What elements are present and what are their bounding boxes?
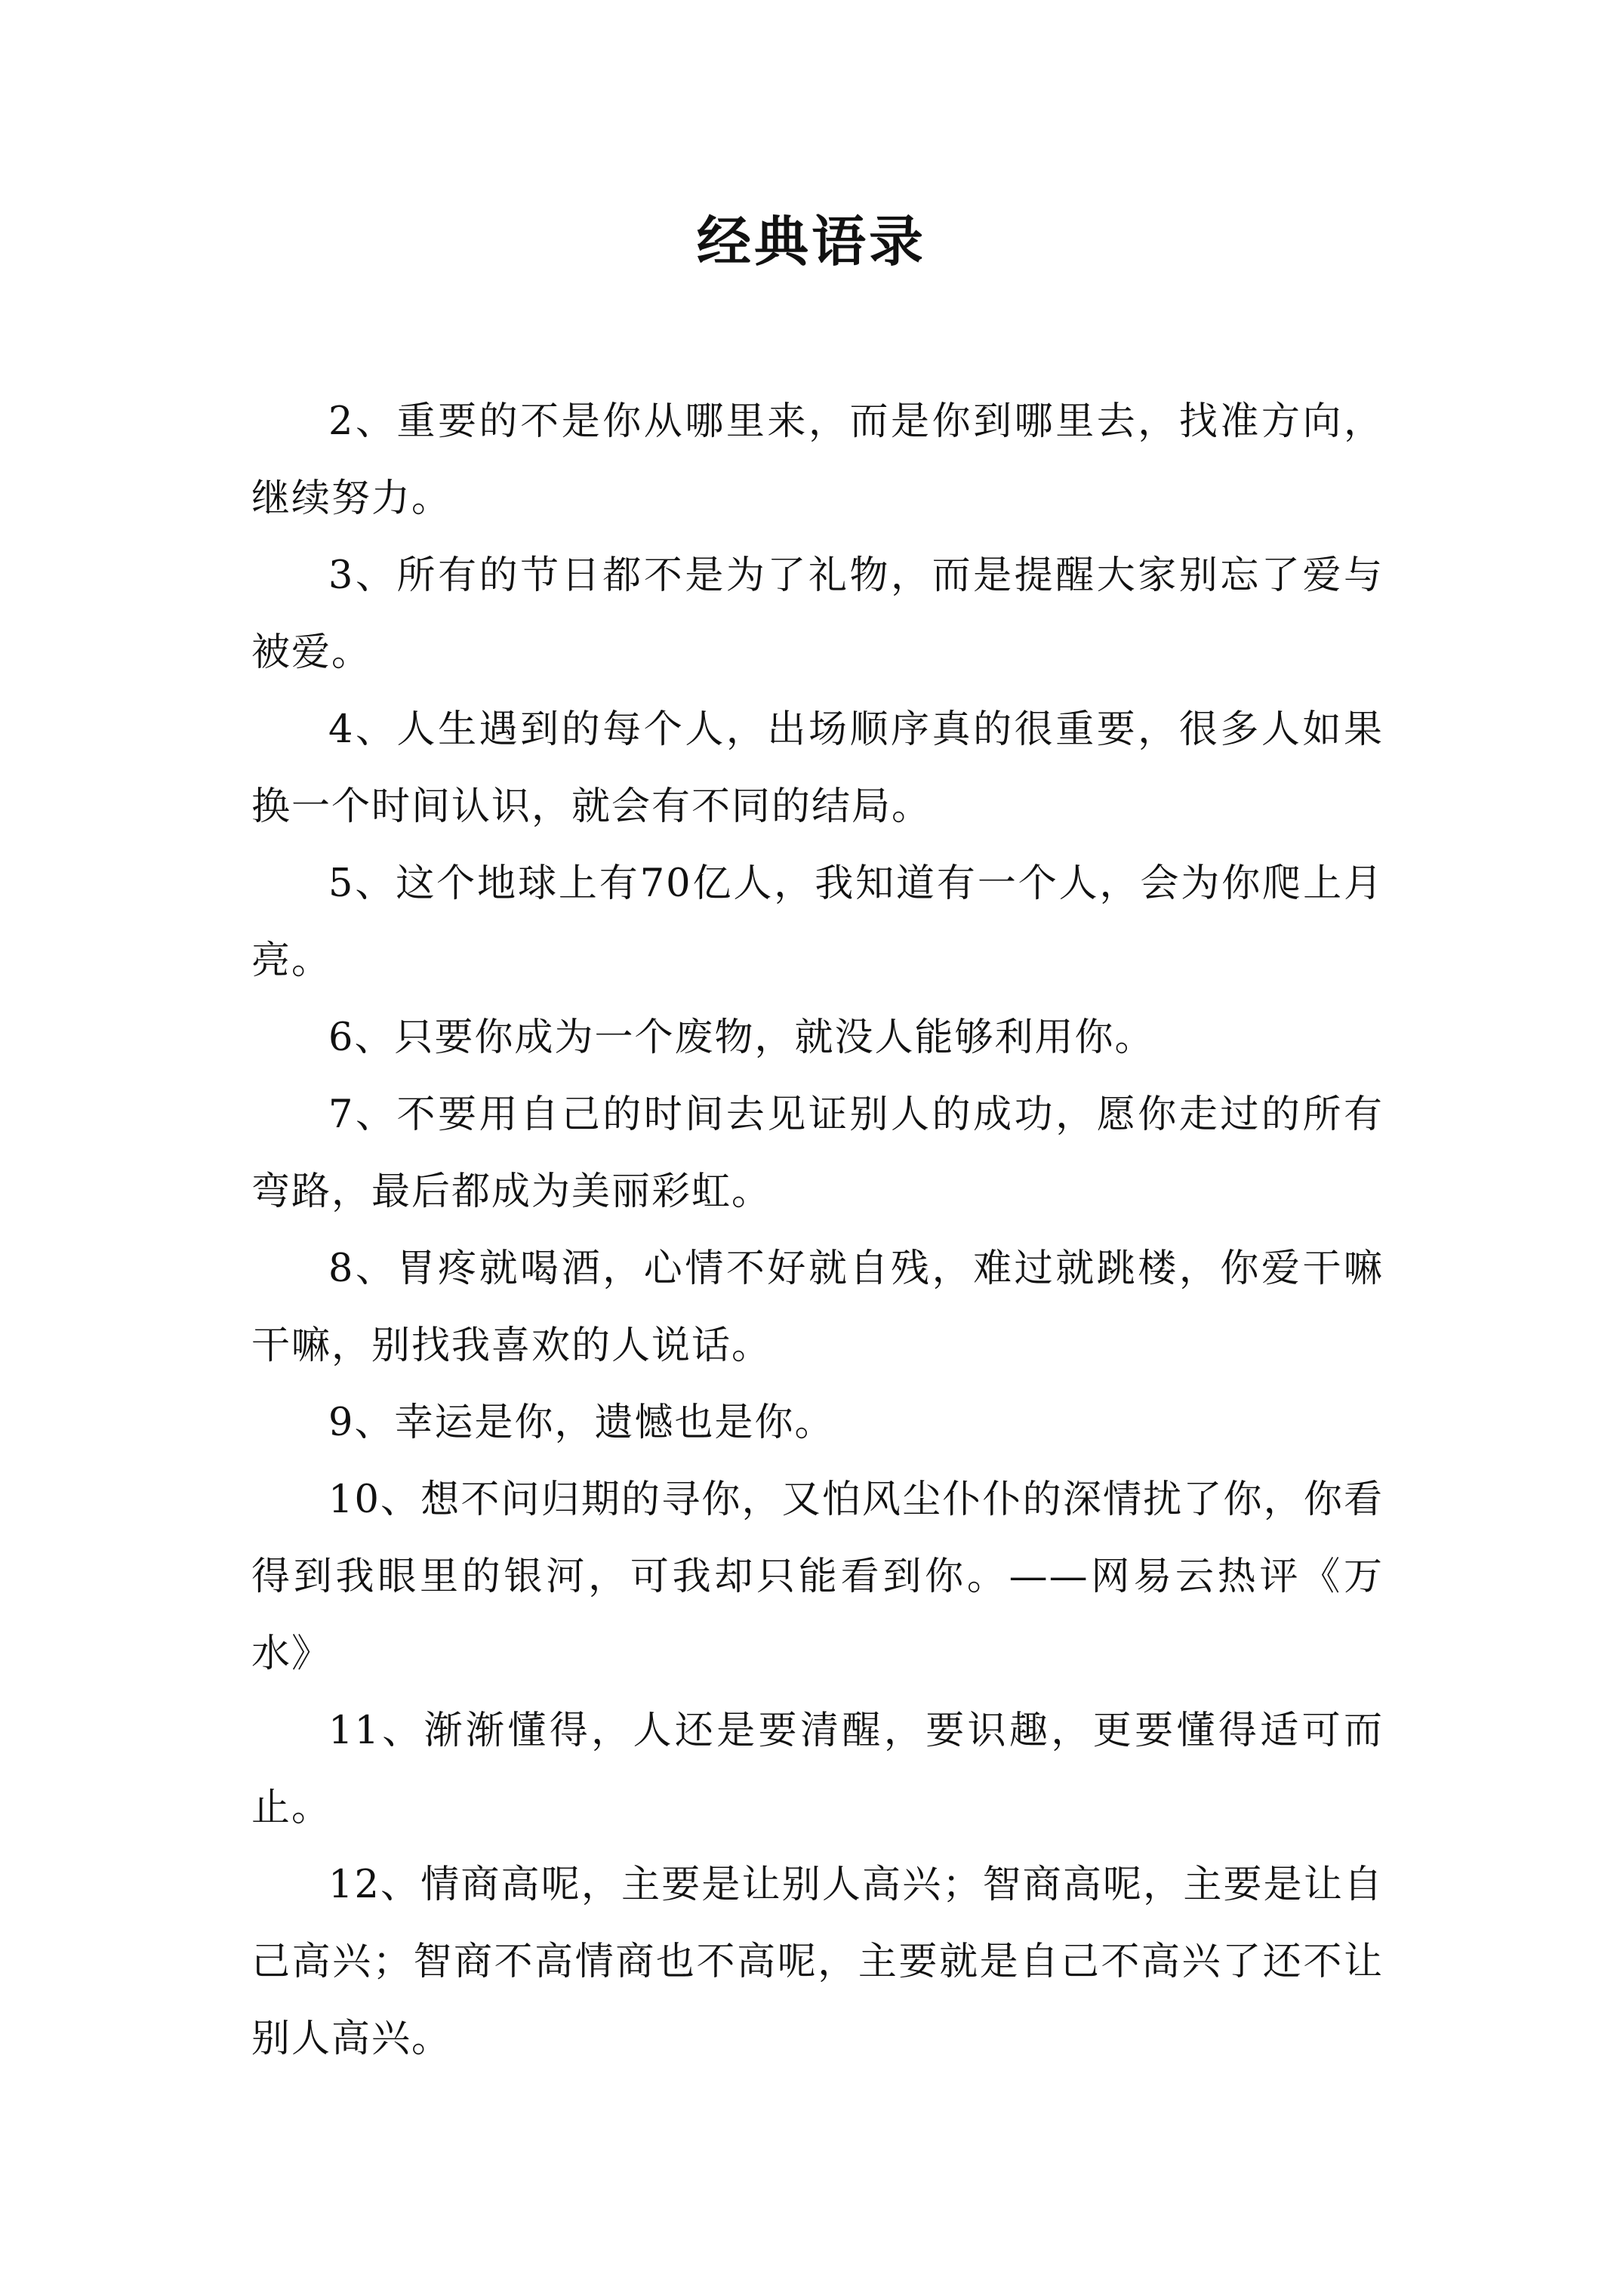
quote-paragraph: 7、不要用自己的时间去见证别人的成功，愿你走过的所有弯路，最后都成为美丽彩虹。 [251, 1093, 1384, 1214]
quote-paragraph: 8、胃疼就喝酒，心情不好就自残，难过就跳楼，你爱干嘛干嘛，别找我喜欢的人说话。 [251, 1247, 1384, 1368]
quote-paragraph: 5、这个地球上有70亿人，我知道有一个人，会为你爬上月亮。 [251, 861, 1384, 983]
quote-paragraph: 3、所有的节日都不是为了礼物，而是提醒大家别忘了爱与被爱。 [251, 553, 1384, 675]
quote-paragraph: 12、情商高呢，主要是让别人高兴；智商高呢，主要是让自己高兴；智商不高情商也不高呢，主要就是自己不高兴了还不让别人高兴。 [251, 1863, 1384, 2061]
quote-paragraph: 11、渐渐懂得，人还是要清醒，要识趣，更要懂得适可而止。 [251, 1709, 1384, 1830]
quote-paragraph: 10、想不问归期的寻你，又怕风尘仆仆的深情扰了你，你看得到我眼里的银河，可我却只能看到你。——网易云热评《万水》 [251, 1478, 1384, 1676]
quote-paragraph: 4、人生遇到的每个人，出场顺序真的很重要，很多人如果换一个时间认识，就会有不同的结局。 [251, 707, 1384, 829]
quote-paragraph: 9、幸运是你，遗憾也是你。 [328, 1401, 835, 1445]
page-title: 经典语录 [696, 209, 926, 273]
quote-paragraph: 2、重要的不是你从哪里来，而是你到哪里去，找准方向，继续努力。 [251, 399, 1384, 521]
quote-list [251, 384, 1384, 2078]
quote-paragraph: 6、只要你成为一个废物，就没人能够利用你。 [328, 1015, 1155, 1060]
